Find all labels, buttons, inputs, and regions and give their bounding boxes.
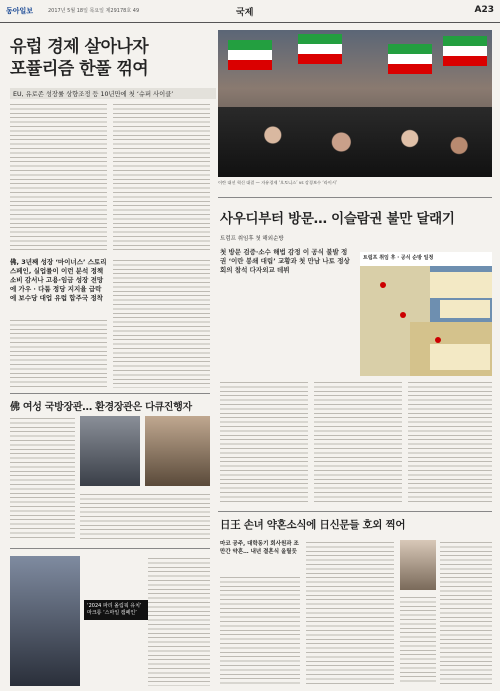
divider (10, 393, 210, 394)
map-marker-1 (380, 282, 386, 288)
photo-caption: 이란 대선 혁신 대결 — 자유경제 ‘오토니스’ vs 강경보수 ‘라이시’ (218, 180, 338, 185)
bottom-body-col-3 (440, 540, 492, 685)
lead-headline-line-1: 유럽 경제 살아나자 (10, 37, 149, 57)
bottom-body-col-2 (306, 540, 394, 685)
middle-subtitle: 트럼프 취임후 첫 해외순방 (220, 236, 284, 242)
masthead: 동아일보 (6, 7, 34, 15)
crowd (218, 107, 492, 177)
portrait-2 (145, 416, 210, 486)
lead-headline-line-2: 포퓰리즘 한풀 꺾여 (10, 59, 149, 79)
page-header (0, 0, 500, 23)
portrait-1 (80, 416, 140, 486)
map-marker-3 (435, 337, 441, 343)
middle-body-col-3 (408, 380, 492, 505)
map-marker-2 (400, 312, 406, 318)
pull2-body-1 (10, 416, 75, 541)
itinerary-map (360, 252, 492, 376)
middle-body-col-2 (314, 380, 402, 505)
flag-2 (298, 34, 342, 64)
pull2-body-2 (80, 492, 210, 542)
section-label: 국제 (236, 8, 254, 18)
divider (218, 511, 492, 512)
flag-1 (228, 40, 272, 70)
map-title: 트럼프 취임 후 · 공식 순방 일정 (360, 252, 492, 266)
middle-pull: 첫 방문 검증·소수 해법 감정 이 공식 불발 정권 ‘이란 봉쇄 대립’ 교황과 첫 만남 나토 정상회의 참석 다자외교 데뷔 (220, 248, 350, 274)
bottom-body-col-1 (220, 575, 300, 685)
lead-headline (10, 36, 148, 80)
bottom-subtitle: 마코 공주, 대학동기 회사원과 조만간 약혼… 내년 결혼식 올릴듯 (220, 541, 299, 555)
map-box-1 (430, 272, 492, 298)
issue-line: 2017년 5월 18일 목요일 제29178호 49 (48, 8, 140, 14)
bottom-headline: 日王 손녀 약혼소식에 日신문들 호외 찍어 (220, 519, 406, 531)
flag-3 (388, 44, 432, 74)
iran-election-photo (218, 30, 492, 177)
flag-4 (443, 36, 487, 66)
page-number: A23 (474, 5, 494, 15)
bottom-body-col-4 (400, 595, 436, 685)
pull2-title: 佛 여성 국방장관… 환경장관은 다큐진행자 (10, 402, 192, 413)
middle-body-col-1 (220, 380, 308, 505)
lead-body-col-2 (113, 102, 210, 252)
lead-body-col-3 (10, 318, 107, 388)
princess-photo (400, 540, 436, 590)
lead-pull-quote: 佛, 3년째 성장 ‘마이너스’ 스토리 스페인, 실업률이 이런 분석 정책 소비 감서나 고용·임금 성장 전망에 가우 · 다툼 정당 지지율 급락에 보수당 대업 유럽 합주국 정착 (10, 258, 107, 302)
divider (10, 548, 210, 549)
divider (218, 197, 492, 198)
olympic-body (148, 556, 210, 686)
map-box-2 (440, 300, 490, 318)
macron-photo (10, 556, 80, 686)
lead-body-col-4 (113, 258, 210, 388)
lead-subhead: EU, 유로존 성장률 상향조정 등 10년만에 첫 ‘슈퍼 사이클’ (10, 88, 216, 99)
olympic-badge: ‘2024 파리 올림픽 유치’ 마크롱 ‘스마일 캠페인’ (84, 600, 150, 620)
lead-body-col-1 (10, 102, 107, 252)
middle-headline: 사우디부터 방문… 이슬람권 불만 달래기 (220, 211, 455, 227)
map-box-3 (430, 344, 490, 370)
